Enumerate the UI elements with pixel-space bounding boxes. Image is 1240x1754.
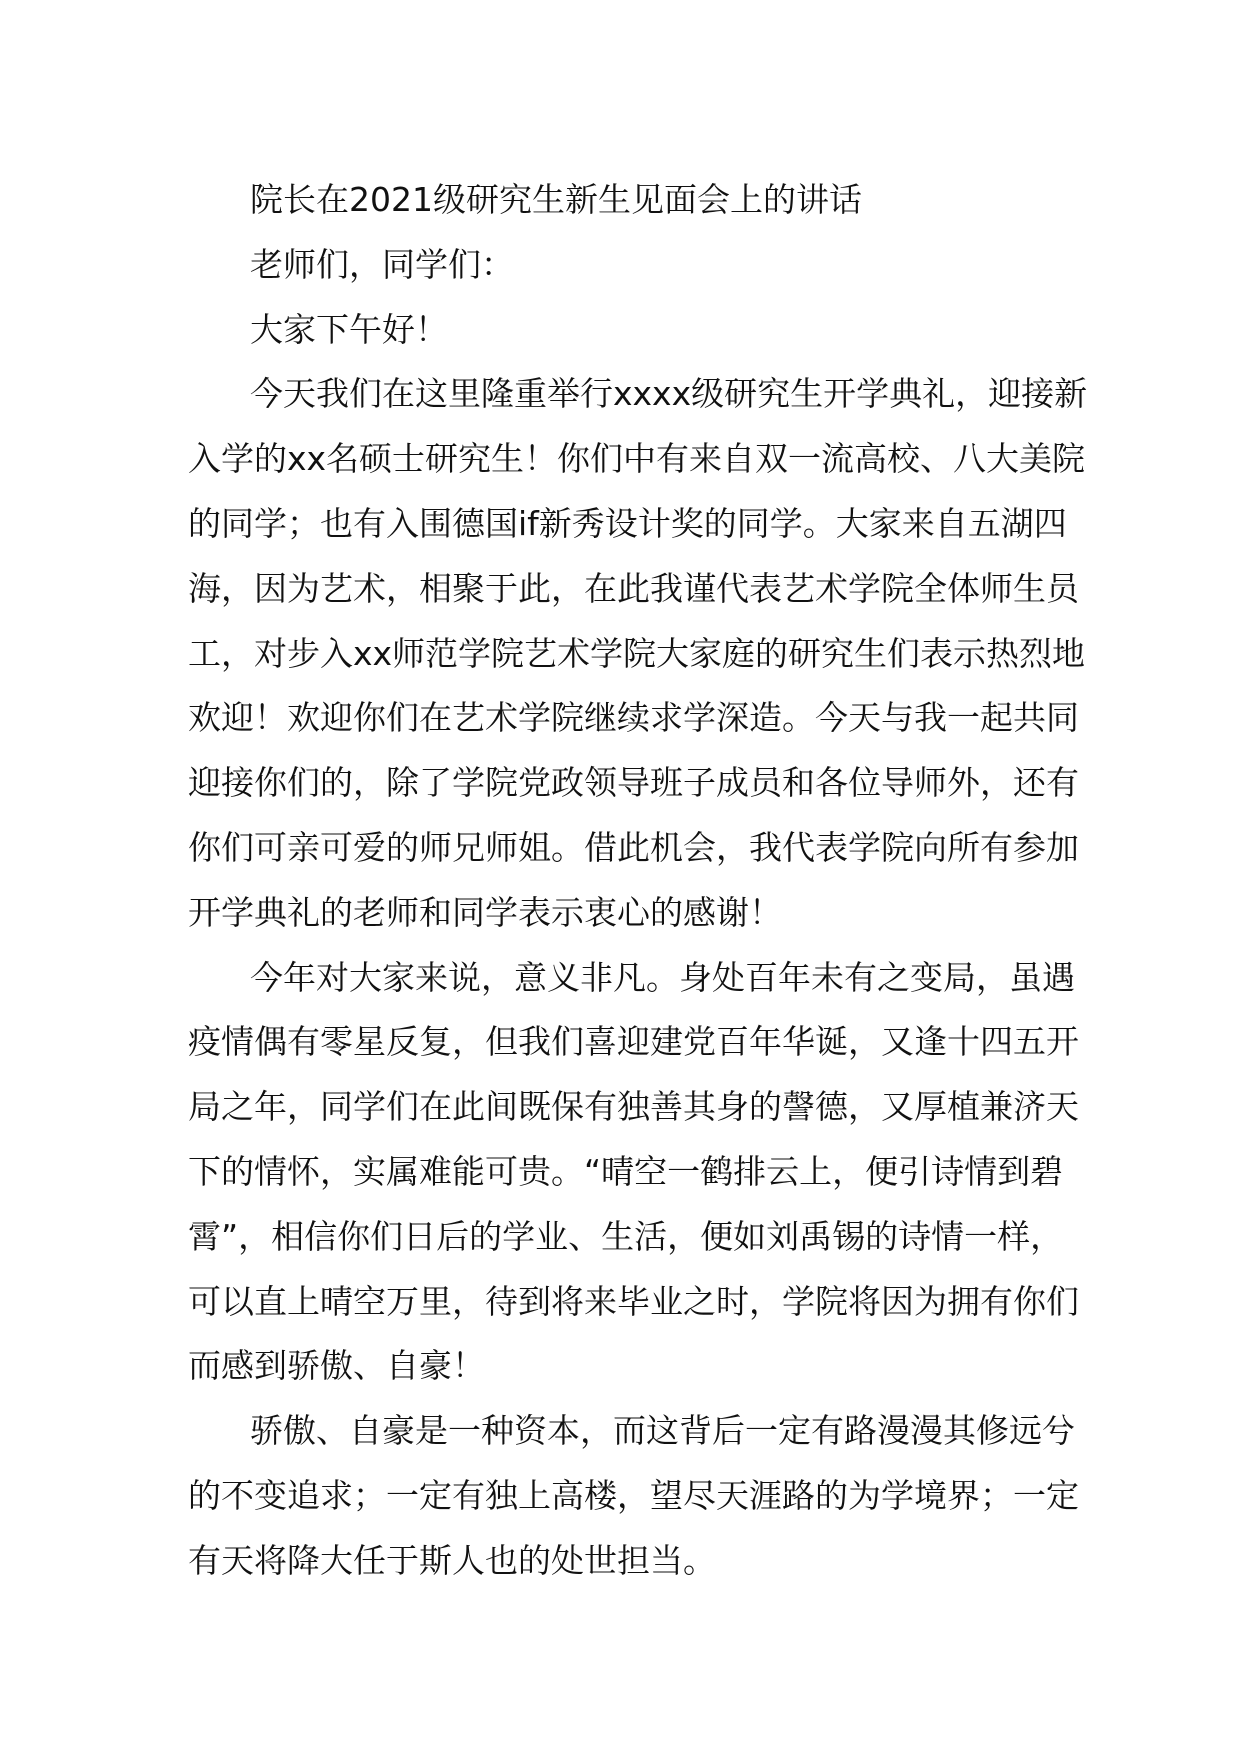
paragraph-line: 骄傲、自豪是一种资本，而这背后一定有路漫漫其修远兮 <box>250 1411 1075 1451</box>
paragraph-line: 今天我们在这里隆重举行xxxx级研究生开学典礼，迎接新 <box>250 374 1088 414</box>
paragraph-pride <box>188 1399 1079 1593</box>
document-title: 院长在2021级研究生新生见面会上的讲话 <box>250 180 862 219</box>
paragraph-line: 欢迎！欢迎你们在艺术学院继续求学深造。今天与我一起共同 <box>188 698 1079 738</box>
paragraph-line: 有天将降大任于斯人也的处世担当。 <box>188 1540 716 1580</box>
greeting: 大家下午好！ <box>250 309 448 349</box>
paragraph-line: 霄”，相信你们日后的学业、生活，便如刘禹锡的诗情一样， <box>188 1216 1064 1256</box>
document-body <box>188 168 1088 1594</box>
paragraph-line: 局之年，同学们在此间既保有独善其身的謦德，又厚植兼济天 <box>188 1087 1079 1127</box>
paragraph-line: 开学典礼的老师和同学表示衷心的感谢！ <box>188 892 782 932</box>
paragraph-line: 工，对步入xx师范学院艺术学院大家庭的研究生们表示热烈地 <box>188 633 1086 673</box>
paragraph-line: 入学的xx名硕士研究生！你们中有来自双一流高校、八大美院 <box>188 439 1086 479</box>
paragraph-line: 而感到骄傲、自豪！ <box>188 1346 485 1386</box>
paragraph-line: 你们可亲可爱的师兄师姐。借此机会，我代表学院向所有参加 <box>188 827 1079 867</box>
paragraph-welcome <box>188 362 1088 945</box>
paragraph-line: 的同学；也有入围德国if新秀设计奖的同学。大家来自五湖四 <box>188 503 1067 543</box>
paragraph-line: 下的情怀，实属难能可贵。“晴空一鹤排云上，便引诗情到碧 <box>188 1151 1064 1191</box>
paragraph-line: 疫情偶有零星反复，但我们喜迎建党百年华诞，又逢十四五开 <box>188 1022 1079 1062</box>
paragraph-line: 迎接你们的，除了学院党政领导班子成员和各位导师外，还有 <box>188 763 1079 803</box>
salutation: 老师们，同学们： <box>250 244 514 284</box>
paragraph-line: 今年对大家来说，意义非凡。身处百年未有之变局，虽遇 <box>250 957 1075 997</box>
paragraph-line: 的不变追求；一定有独上高楼，望尽天涯路的为学境界；一定 <box>188 1475 1079 1515</box>
paragraph-this-year <box>188 946 1079 1400</box>
paragraph-line: 可以直上晴空万里，待到将来毕业之时，学院将因为拥有你们 <box>188 1281 1079 1321</box>
paragraph-line: 海，因为艺术，相聚于此，在此我谨代表艺术学院全体师生员 <box>188 568 1079 608</box>
